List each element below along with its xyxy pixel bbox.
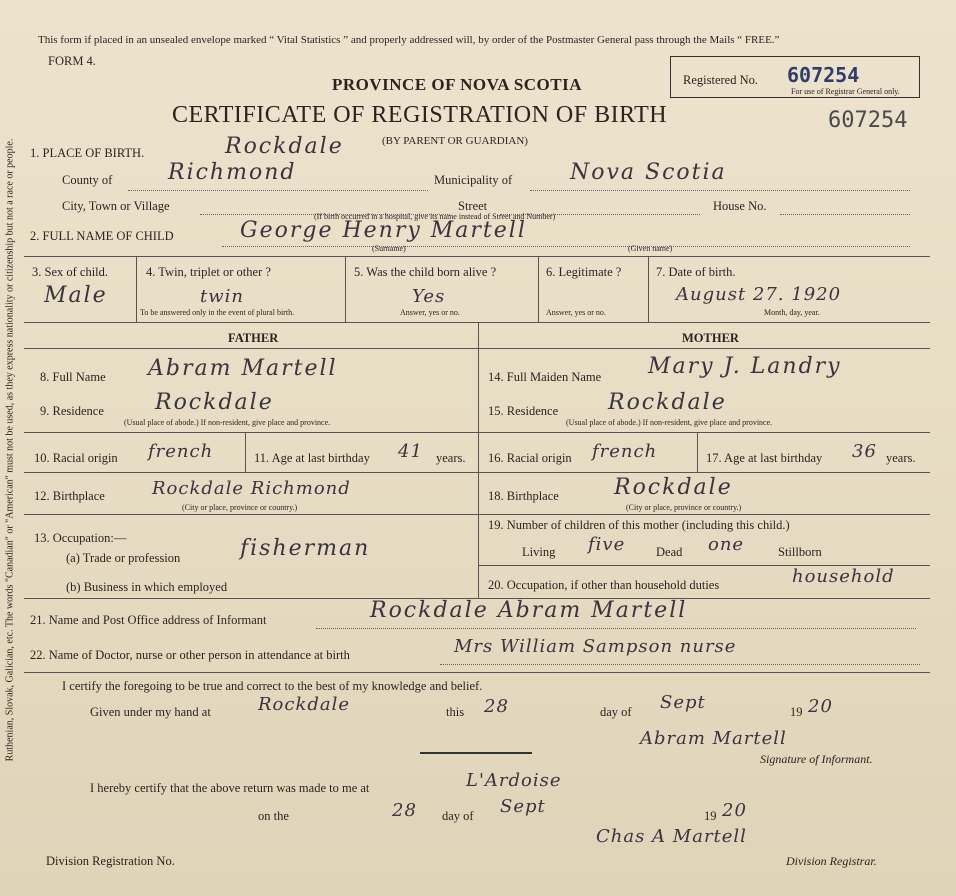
father-race-label: 10. Racial origin bbox=[34, 451, 118, 465]
father-birthplace-label: 12. Birthplace bbox=[34, 489, 105, 503]
alive-value: Yes bbox=[412, 286, 446, 307]
mother-residence-value: Rockdale bbox=[608, 390, 727, 415]
father-heading: FATHER bbox=[228, 331, 279, 345]
municipality-value: Nova Scotia bbox=[570, 160, 727, 185]
city-label: City, Town or Village bbox=[62, 199, 170, 213]
year-prefix: 19 bbox=[790, 705, 803, 719]
return-month-value: Sept bbox=[500, 796, 546, 817]
given-month-value: Sept bbox=[660, 692, 706, 713]
date-note: Month, day, year. bbox=[764, 308, 820, 317]
mother-age-value: 36 bbox=[852, 441, 877, 462]
children-label: 19. Number of children of this mother (including this child.) bbox=[488, 518, 790, 532]
father-residence-label: 9. Residence bbox=[40, 404, 104, 418]
given-place-value: Rockdale bbox=[258, 694, 351, 715]
division-registrar-label: Division Registrar. bbox=[786, 854, 877, 868]
given-year-value: 20 bbox=[808, 696, 833, 717]
given-name-note: (Given name) bbox=[628, 244, 673, 253]
return-year-prefix: 19 bbox=[704, 809, 717, 823]
business-label: (b) Business in which employed bbox=[66, 580, 228, 594]
return-year-value: 20 bbox=[722, 800, 747, 821]
mother-residence-label: 15. Residence bbox=[488, 404, 559, 418]
place-of-birth-label: 1. PLACE OF BIRTH. bbox=[30, 146, 145, 160]
mother-occupation-label: 20. Occupation, if other than household duties bbox=[488, 578, 720, 592]
street-label: Street bbox=[458, 199, 488, 213]
certificate-subtitle: (BY PARENT OR GUARDIAN) bbox=[382, 135, 528, 147]
twin-note: To be answered only in the event of plural birth. bbox=[140, 308, 295, 317]
date-label: 7. Date of birth. bbox=[656, 265, 736, 279]
given-day-value: 28 bbox=[484, 696, 509, 717]
mother-occupation-value: household bbox=[792, 566, 895, 587]
doctor-label: 22. Name of Doctor, nurse or other person in attendance at birth bbox=[30, 648, 350, 662]
father-birthplace-value: Rockdale Richmond bbox=[152, 478, 351, 499]
side-note bbox=[2, 20, 18, 880]
twin-value: twin bbox=[200, 286, 244, 307]
day-of-label: day of bbox=[600, 705, 632, 719]
county-label: County of bbox=[62, 173, 113, 187]
father-residence-note: (Usual place of abode.) If non-resident, give place and province. bbox=[124, 418, 331, 427]
father-occupation-label: 13. Occupation:— bbox=[34, 531, 127, 545]
living-label: Living bbox=[522, 545, 556, 559]
legitimate-label: 6. Legitimate ? bbox=[546, 265, 622, 279]
mother-race-label: 16. Racial origin bbox=[488, 451, 572, 465]
mother-years: years. bbox=[886, 451, 916, 465]
form-number: FORM 4. bbox=[48, 54, 96, 68]
surname-note: (Surname) bbox=[372, 244, 406, 253]
mother-residence-note: (Usual place of abode.) If non-resident, give place and province. bbox=[566, 418, 773, 427]
mother-age-label: 17. Age at last birthday bbox=[706, 451, 823, 465]
mother-birthplace-label: 18. Birthplace bbox=[488, 489, 559, 503]
mother-name-label: 14. Full Maiden Name bbox=[488, 370, 602, 384]
division-number-label: Division Registration No. bbox=[46, 854, 175, 868]
side-note-text: Ruthenian, Slovak, Galician, etc. The words "Canadian" or "American" must not be used, as they express nationality or citizenship but not a race or people. bbox=[4, 138, 16, 762]
mother-heading: MOTHER bbox=[682, 331, 739, 345]
mother-name-value: Mary J. Landry bbox=[648, 354, 842, 379]
place-of-birth-value: Rockdale bbox=[225, 134, 344, 159]
given-under-label: Given under my hand at bbox=[90, 705, 211, 719]
informant-signature: Abram Martell bbox=[640, 728, 787, 749]
trade-label: (a) Trade or profession bbox=[66, 551, 181, 565]
informant-label: 21. Name and Post Office address of Informant bbox=[30, 613, 267, 627]
municipality-label: Municipality of bbox=[434, 173, 513, 187]
on-the-label: on the bbox=[258, 809, 289, 823]
twin-label: 4. Twin, triplet or other ? bbox=[146, 265, 271, 279]
informant-value: Rockdale Abram Martell bbox=[370, 598, 688, 623]
alive-note: Answer, yes or no. bbox=[400, 308, 460, 317]
trade-value: fisherman bbox=[240, 536, 371, 561]
father-birthplace-note: (City or place, province or country.) bbox=[182, 503, 298, 512]
house-label: House No. bbox=[713, 199, 767, 213]
stamped-number: 607254 bbox=[828, 108, 908, 133]
registrar-signature: Chas A Martell bbox=[596, 826, 747, 847]
mother-birthplace-value: Rockdale bbox=[614, 475, 733, 500]
father-race-value: french bbox=[148, 441, 214, 462]
mother-race-value: french bbox=[592, 441, 658, 462]
father-age-value: 41 bbox=[398, 441, 423, 462]
legitimate-note: Answer, yes or no. bbox=[546, 308, 606, 317]
father-age-label: 11. Age at last birthday bbox=[254, 451, 370, 465]
return-label: I hereby certify that the above return was made to me at bbox=[90, 781, 370, 795]
sex-label: 3. Sex of child. bbox=[32, 265, 109, 279]
hospital-note: (If birth occurred in a hospital, give its name instead of Street and Number) bbox=[314, 212, 556, 221]
dead-value: one bbox=[708, 534, 745, 555]
registrar-use-note: For use of Registrar General only. bbox=[791, 87, 900, 96]
stillborn-label: Stillborn bbox=[778, 545, 822, 559]
certify-statement: I certify the foregoing to be true and correct to the best of my knowledge and belief. bbox=[62, 679, 483, 693]
certificate-title: CERTIFICATE OF REGISTRATION OF BIRTH bbox=[172, 102, 668, 128]
county-value: Richmond bbox=[168, 160, 297, 185]
return-place-value: L'Ardoise bbox=[466, 770, 562, 791]
doctor-value: Mrs William Sampson nurse bbox=[454, 636, 737, 657]
return-day-value: 28 bbox=[392, 800, 417, 821]
registered-number-box bbox=[670, 56, 920, 98]
father-name-value: Abram Martell bbox=[148, 356, 338, 381]
return-day-of-label: day of bbox=[442, 809, 474, 823]
alive-label: 5. Was the child born alive ? bbox=[354, 265, 497, 279]
father-years: years. bbox=[436, 451, 466, 465]
sex-value: Male bbox=[44, 283, 108, 308]
child-name-value: George Henry Martell bbox=[240, 218, 527, 243]
father-name-label: 8. Full Name bbox=[40, 370, 106, 384]
this-label: this bbox=[446, 705, 465, 719]
province-heading: PROVINCE OF NOVA SCOTIA bbox=[332, 75, 583, 94]
mailing-note: This form if placed in an unsealed envelope marked “ Vital Statistics ” and properly addressed will, by order of the Postmaster General pass through the Mails “ FREE.” bbox=[38, 34, 780, 46]
date-value: August 27. 1920 bbox=[676, 284, 842, 305]
living-value: five bbox=[588, 534, 626, 555]
child-name-label: 2. FULL NAME OF CHILD bbox=[30, 229, 174, 243]
father-residence-value: Rockdale bbox=[155, 390, 274, 415]
signature-label: Signature of Informant. bbox=[760, 752, 873, 766]
registered-label: Registered No. bbox=[683, 73, 758, 87]
dead-label: Dead bbox=[656, 545, 683, 559]
registered-number: 607254 bbox=[787, 63, 860, 87]
mother-birthplace-note: (City or place, province or country.) bbox=[626, 503, 742, 512]
